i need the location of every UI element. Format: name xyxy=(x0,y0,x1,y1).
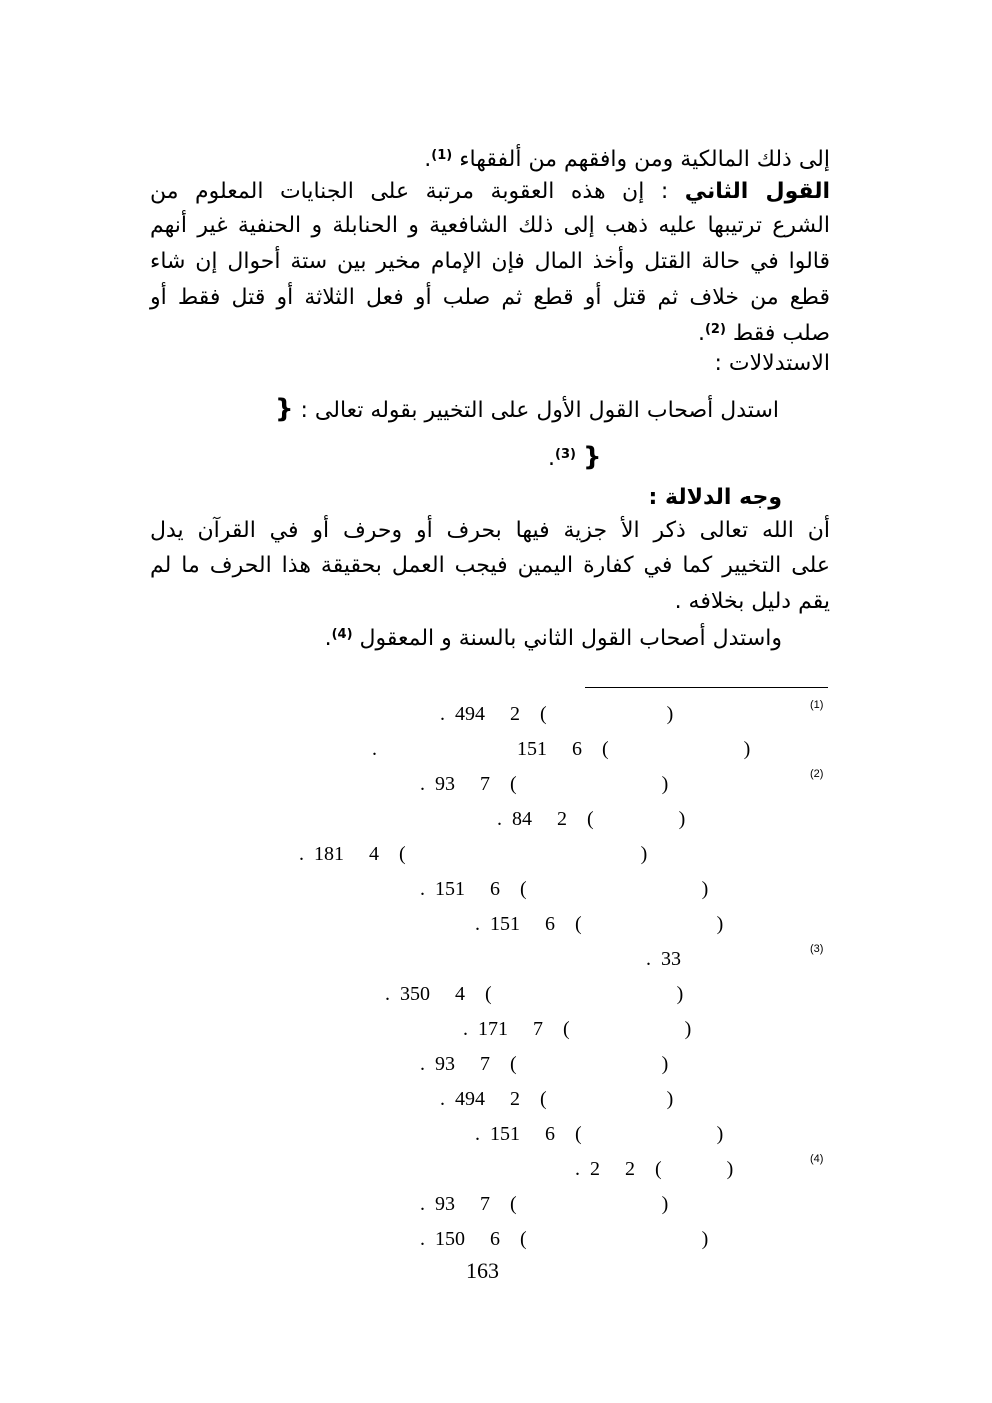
body-line-1 xyxy=(424,141,830,175)
footnote-line: . 84 2 ( ) xyxy=(497,808,686,830)
footnote-ref-3: (3) xyxy=(555,447,576,462)
footnote-line: . 151 6 ( ) xyxy=(475,1123,724,1145)
opinion-two-line-2 xyxy=(150,211,830,241)
footnote-marker: (2) xyxy=(810,768,824,780)
period: . xyxy=(548,446,555,471)
period: . xyxy=(324,626,332,651)
body-text: استدل أصحاب القول الأول على التخيير بقوله تعالى : xyxy=(300,398,779,423)
footnote-marker: (3) xyxy=(810,943,824,955)
period: . xyxy=(424,147,432,172)
footnote-line: . 2 2 ( ) xyxy=(575,1158,734,1180)
evidence-line-1 xyxy=(275,394,779,426)
quran-brace-close: } xyxy=(582,442,602,472)
footnote-ref-2: (2) xyxy=(704,322,726,337)
body-text: أن الله تعالى ذكر الأ جزية فيها بحرف أو وحرف أو في القرآن يدل xyxy=(150,518,830,543)
evidences-heading xyxy=(715,349,831,379)
footnote-line: . 350 4 ( ) xyxy=(385,983,684,1005)
footnote-line: . 494 2 ( ) xyxy=(440,703,674,725)
footnote-ref-1: (1) xyxy=(431,148,453,163)
footnote-marker: (4) xyxy=(810,1153,824,1165)
opinion-two-line-3 xyxy=(150,247,830,277)
footnote-line: . 494 2 ( ) xyxy=(440,1088,674,1110)
footnote-line: . 181 4 ( ) xyxy=(299,843,648,865)
opinion-two-line-4 xyxy=(150,283,830,313)
footnote-line: . 151 6 ( ) xyxy=(475,913,724,935)
quran-brace-open: { xyxy=(275,394,294,424)
footnote-line: . 150 6 ( ) xyxy=(420,1228,709,1250)
body-text: صلب فقط xyxy=(732,321,830,346)
body-text: إلى ذلك المالكية ومن وافقهم من ألفقهاء xyxy=(459,147,830,172)
body-text: قطع من خلاف ثم قتل أو قطع ثم صلب أو فعل الثلاثة أو قتل فقط أو xyxy=(150,285,830,310)
footnote-line: . 93 7 ( ) xyxy=(420,773,669,795)
body-text: الشرع ترتيبها عليه ذهب إلى ذلك الشافعية و الحنابلة و الحنفية غير أنهم xyxy=(150,213,830,238)
footnote-separator xyxy=(585,687,828,688)
second-view-line xyxy=(325,620,782,654)
opinion-two-heading: القول الثاني xyxy=(684,179,830,204)
indication-line-1 xyxy=(150,516,830,546)
indication-heading: وجه الدلالة : xyxy=(648,485,782,510)
page-number: 163 xyxy=(466,1258,499,1283)
footnote-line: . 93 7 ( ) xyxy=(420,1053,669,1075)
body-text: على التخيير كما في كفارة اليمين فيجب العمل بحقيقة هذا الحرف ما لم xyxy=(150,553,830,578)
opinion-two-line-1 xyxy=(150,177,830,207)
indication-line-2 xyxy=(150,551,830,581)
body-text: : إن هذه العقوبة مرتبة على الجنايات المعلوم من xyxy=(150,179,669,204)
footnote-line: . 151 6 ( ) xyxy=(372,738,751,760)
footnote-line: . 151 6 ( ) xyxy=(420,878,709,900)
footnote-line: . 171 7 ( ) xyxy=(463,1018,692,1040)
opinion-two-line-5 xyxy=(698,315,830,349)
footnote-line: . 33 xyxy=(646,948,681,970)
footnote-marker: (1) xyxy=(810,699,824,711)
footnote-ref-4: (4) xyxy=(331,627,353,642)
indication-line-3 xyxy=(675,587,830,617)
body-text: يقم دليل بخلافه . xyxy=(674,589,830,614)
body-text: واستدل أصحاب القول الثاني بالسنة و المعقول xyxy=(359,626,782,651)
period: . xyxy=(697,321,705,346)
body-text: قالوا في حالة القتل وأخذ المال فإن الإمام مخير بين ستة أحوال إن شاء xyxy=(150,249,830,274)
footnote-line: . 93 7 ( ) xyxy=(420,1193,669,1215)
body-text: الاستدلالات : xyxy=(714,351,830,376)
evidence-line-2 xyxy=(548,440,601,474)
